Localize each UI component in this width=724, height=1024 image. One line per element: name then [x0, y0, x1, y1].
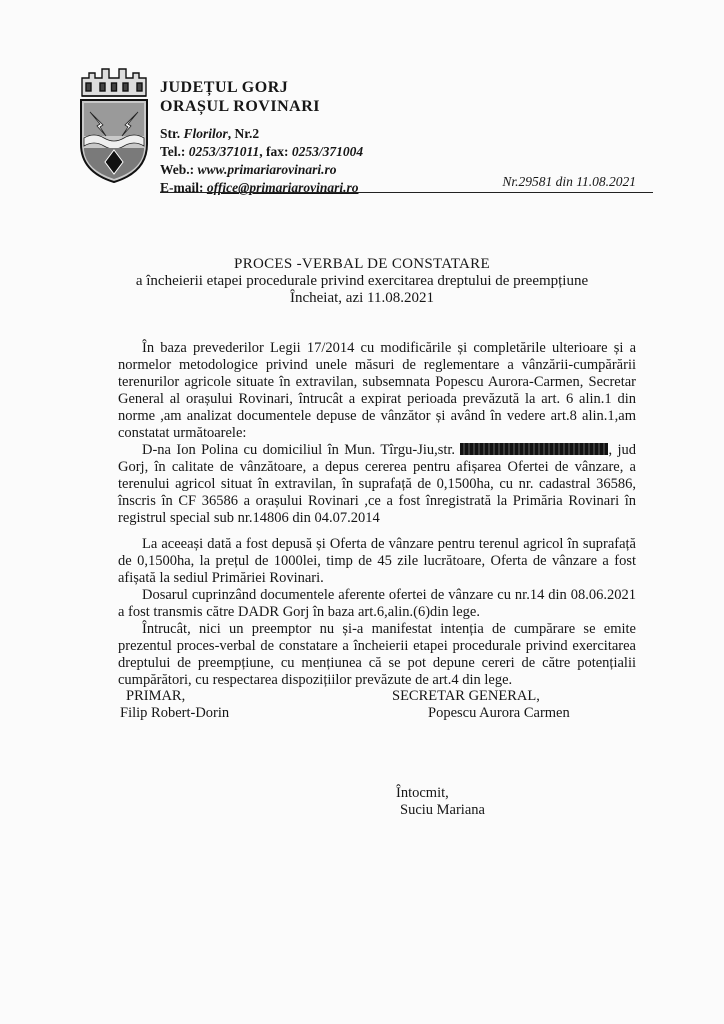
- document-title: [0, 256, 724, 307]
- institution-header: [160, 78, 363, 197]
- paragraph-offer: La aceeași dată a fost depusă și Oferta de vânzare pentru terenul agricol în suprafață de 0,1500ha, la prețul de 1000lei, timp de 45 zile lucrătoare, Oferta de vânzare a fost afișată la sediul Primăriei Rovinari.: [118, 536, 636, 586]
- preparer-name: Suciu Mariana: [400, 802, 485, 818]
- title-date: Încheiat, azi 11.08.2021: [290, 290, 434, 306]
- header-divider: [160, 192, 653, 193]
- paragraph-dossier: Dosarul cuprinzând documentele aferente ofertei de vânzare cu nr.14 din 08.06.2021 a fost transmis către DADR Gorj în baza art.6,alin.(6)din lege.: [118, 587, 636, 620]
- title-subject: a încheierii etapei procedurale privind exercitarea dreptului de preempțiune: [135, 273, 589, 289]
- redacted-address: [460, 443, 608, 455]
- address-line: Str. Florilor, Nr.2: [160, 126, 260, 141]
- document-body: [118, 340, 636, 689]
- preparer-role: Întocmit,: [396, 785, 449, 801]
- signature-preparer: [396, 785, 485, 819]
- web-line: Web.: www.primariarovinari.ro: [160, 162, 337, 177]
- city-name: ORAȘUL ROVINARI: [160, 98, 320, 115]
- title-main: PROCES -VERBAL DE CONSTATARE: [234, 256, 490, 272]
- paragraph-legal-basis: În baza prevederilor Legii 17/2014 cu modificările și completările ulterioare și a normelor metodologice privind unele măsuri de reglementare a vânzării-cumpărării terenurilor agricole situate în extravilan, subsemnata Popescu Aurora-Carmen, Secretar General al orașului Rovinari, întrucât a expirat perioada prevăzută la art. 6 alin.1 din norme ,am analizat documentele depuse de vânzător și având în vedere art.8 alin.1,am constatat următoarele:: [118, 340, 636, 441]
- website-link[interactable]: www.primariarovinari.ro: [197, 162, 337, 177]
- mayor-name: Filip Robert-Dorin: [120, 705, 230, 721]
- secretary-name: Popescu Aurora Carmen: [428, 705, 570, 721]
- registration-number: Nr.29581 din 11.08.2021: [502, 174, 636, 189]
- paragraph-conclusion: Întrucât, nici un preemptor nu și-a manifestat intenția de cumpărare se emite prezentul proces-verbal de constatare a încheierii etapei procedurale privind exercitarea dreptului de preempțiune, cu mențiunea că se pot depune cereri de către potențialii cumpărători, cu respectarea dispozițiilor prevăzute de art.4 din lege.: [118, 621, 636, 688]
- phone-fax-line: Tel.: 0253/371011, fax: 0253/371004: [160, 144, 364, 159]
- signature-mayor: [120, 688, 229, 722]
- paragraph-seller: D-na Ion Polina cu domiciliul în Mun. Tîrgu-Jiu,str. , jud Gorj, în calitate de vânzătoare, a depus cererea pentru afișarea Ofertei de vânzare, a terenului agricol situat în extravilan, în suprafață de 0,1500ha, cu nr. cadastral 36586, înscris în CF 36586 a orașului Rovinari ,ce a fost înregistrată la Primăria Rovinari în registrul special sub nr.14806 din 04.07.2014: [118, 442, 636, 526]
- mayor-role: PRIMAR,: [126, 688, 186, 704]
- secretary-role: SECRETAR GENERAL,: [392, 688, 540, 704]
- county-name: JUDEȚUL GORJ: [160, 79, 289, 96]
- email-line: E-mail: office@primariarovinari.ro: [160, 180, 359, 195]
- email-link[interactable]: office@primariarovinari.ro: [206, 180, 359, 195]
- coat-of-arms-emblem: [76, 66, 152, 186]
- signature-secretary: [392, 688, 570, 722]
